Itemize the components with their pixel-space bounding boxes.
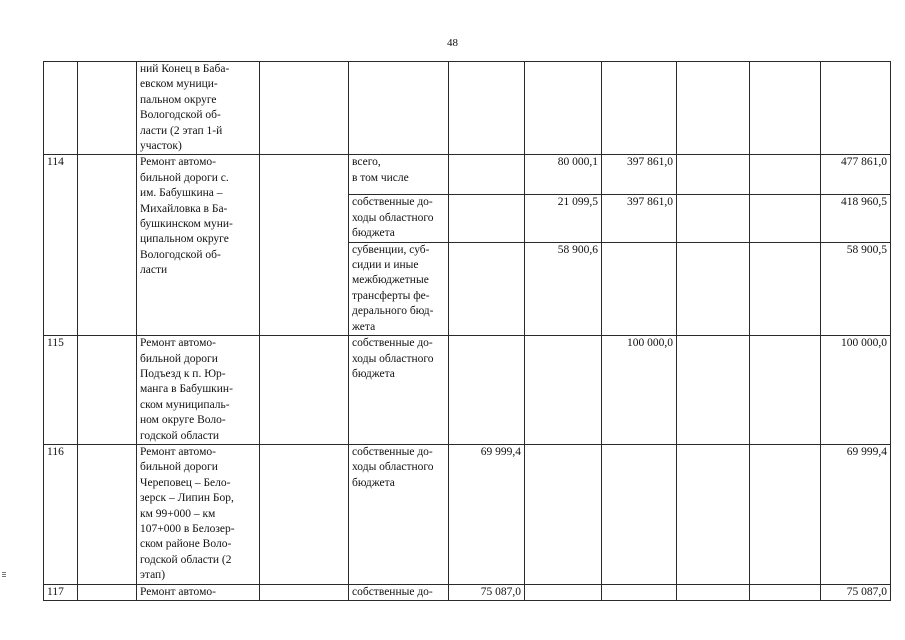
object-name: ний Конец в Баба- евском муници- пальном округе Вологодской об- ласти (2 этап 1-й участок) [137,62,260,155]
value-col-3 [602,62,677,155]
funding-source: субвенции, суб- сидии и иные межбюджетные трансферты фе- дерального бюд- жета [349,242,449,335]
empty-cell [78,444,137,584]
value-col-3: 397 861,0 [602,195,677,242]
value-col-1 [449,336,525,445]
value-col-5 [750,242,821,335]
row-number [44,62,78,155]
empty-cell [260,336,349,445]
value-col-1: 69 999,4 [449,444,525,584]
table-row [44,584,891,600]
empty-cell [78,62,137,155]
value-col-4 [677,195,750,242]
value-col-4 [677,62,750,155]
value-col-4 [677,444,750,584]
table-row [44,155,891,195]
value-col-3 [602,584,677,600]
table-row [44,62,891,155]
value-col-4 [677,336,750,445]
object-name: Ремонт автомо- бильной дороги с. им. Бабушкина – Михайловка в Ба- бушкинском муни- ципальном округе Вологодской об- ласти [137,155,260,336]
value-col-2: 21 099,5 [525,195,602,242]
value-col-3 [602,444,677,584]
funding-source: собственные до- ходы областного бюджета [349,336,449,445]
total-value: 418 960,5 [821,195,891,242]
value-col-5 [750,336,821,445]
total-value: 100 000,0 [821,336,891,445]
value-col-5 [750,155,821,195]
value-col-3: 100 000,0 [602,336,677,445]
empty-cell [260,155,349,336]
row-number: 117 [44,584,78,600]
empty-cell [260,62,349,155]
value-col-4 [677,242,750,335]
funding-source [349,62,449,155]
object-name: Ремонт автомо- бильной дороги Подъезд к п. Юр- манга в Бабушкин- ском муниципаль- ном округе Воло- годской области [137,336,260,445]
budget-table [43,61,891,601]
row-number: 115 [44,336,78,445]
value-col-3: 397 861,0 [602,155,677,195]
value-col-2 [525,62,602,155]
empty-cell [260,444,349,584]
binding-margin-mark [2,572,6,579]
total-value: 75 087,0 [821,584,891,600]
value-col-1: 75 087,0 [449,584,525,600]
empty-cell [78,155,137,336]
funding-source: собственные до- ходы областного бюджета [349,444,449,584]
funding-source: собственные до- ходы областного бюджета [349,195,449,242]
funding-source: всего, в том числе [349,155,449,195]
funding-source: собственные до- [349,584,449,600]
value-col-2: 58 900,6 [525,242,602,335]
table-row [44,336,891,445]
value-col-5 [750,444,821,584]
value-col-5 [750,195,821,242]
value-col-2: 80 000,1 [525,155,602,195]
value-col-1 [449,195,525,242]
page-number: 48 [447,37,458,49]
value-col-5 [750,62,821,155]
total-value: 477 861,0 [821,155,891,195]
value-col-1 [449,242,525,335]
value-col-2 [525,336,602,445]
value-col-3 [602,242,677,335]
empty-cell [78,336,137,445]
empty-cell [260,584,349,600]
total-value: 69 999,4 [821,444,891,584]
row-number: 114 [44,155,78,336]
total-value: 58 900,5 [821,242,891,335]
empty-cell [78,584,137,600]
value-col-2 [525,584,602,600]
object-name: Ремонт автомо- [137,584,260,600]
value-col-5 [750,584,821,600]
value-col-4 [677,155,750,195]
row-number: 116 [44,444,78,584]
table-row [44,444,891,584]
object-name: Ремонт автомо- бильной дороги Череповец – Бело- зерск – Липин Бор, км 99+000 – км 107+000 в Белозер- ском районе Воло- годской области (2 этап) [137,444,260,584]
total-value [821,62,891,155]
value-col-4 [677,584,750,600]
value-col-2 [525,444,602,584]
value-col-1 [449,155,525,195]
value-col-1 [449,62,525,155]
